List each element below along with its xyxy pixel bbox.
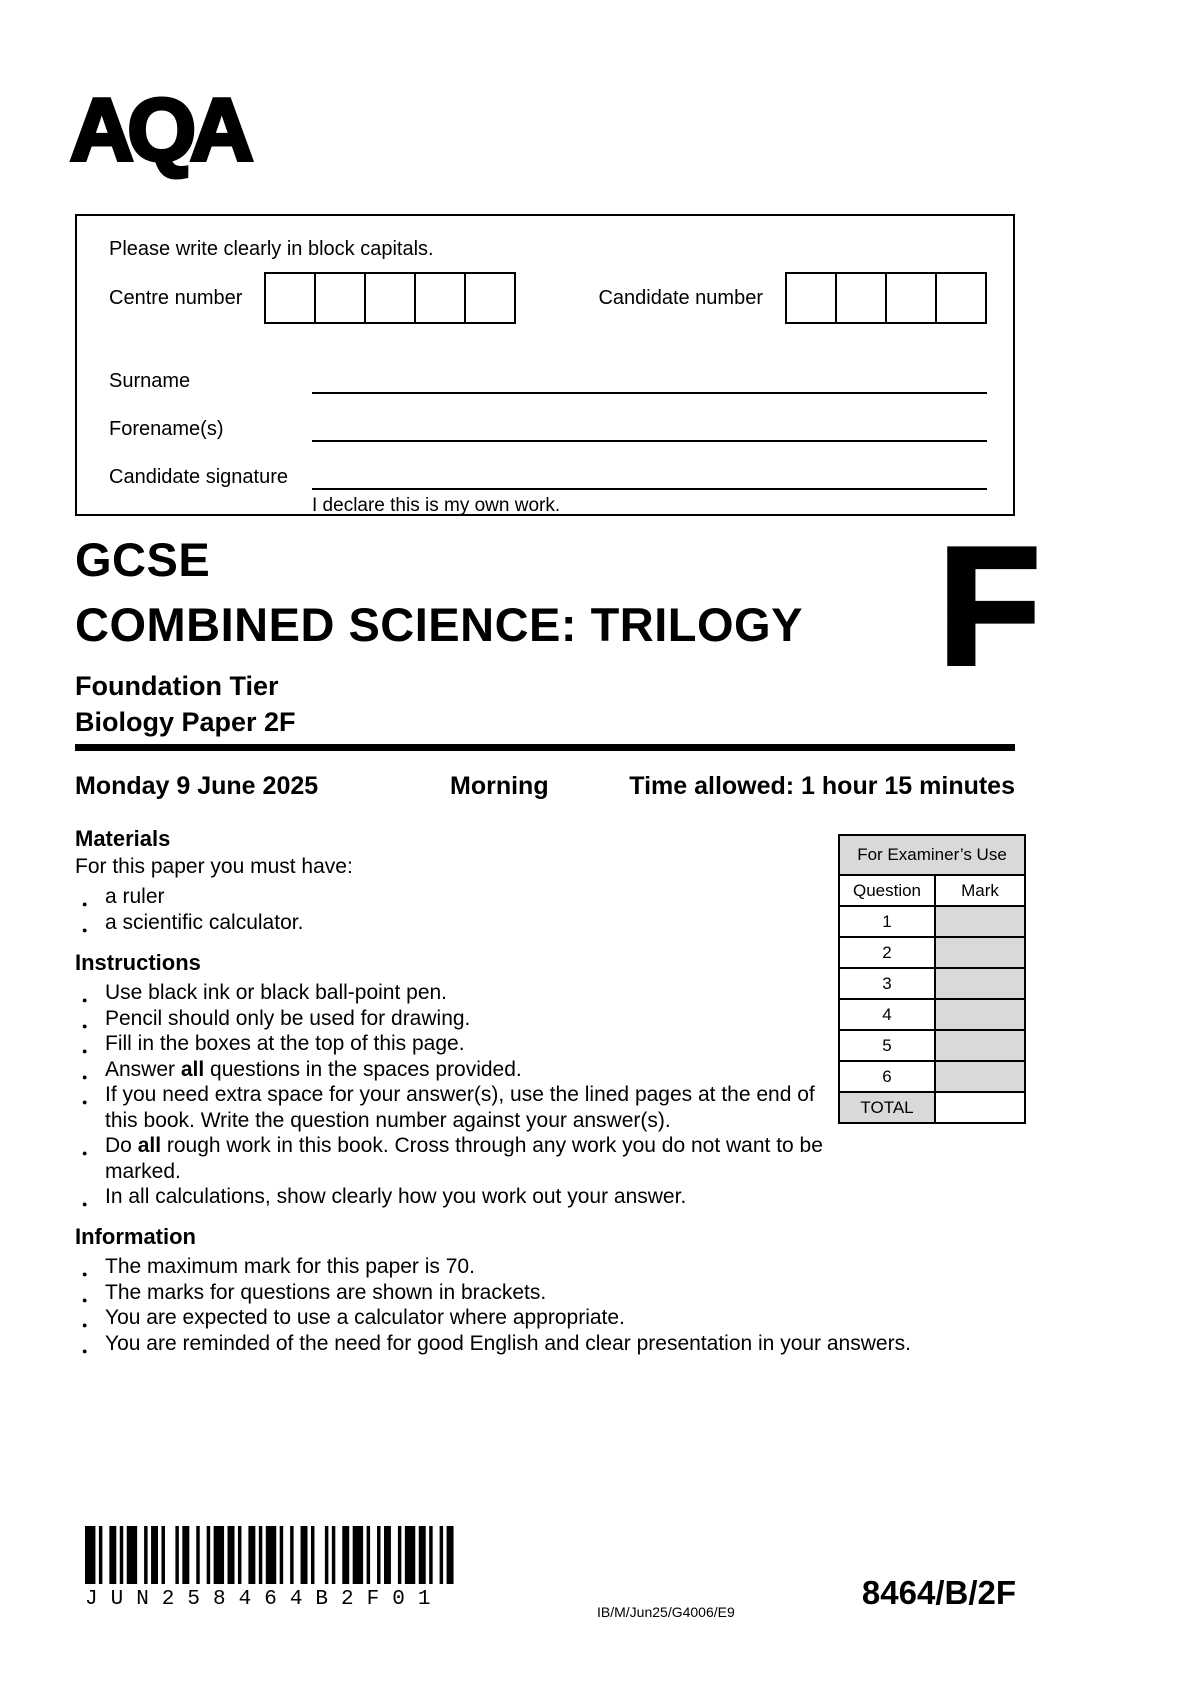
instructions-list [75,980,823,1210]
question-number-cell: 1 [839,906,935,937]
mark-cell [935,968,1025,999]
bullet-item: ● In all calculations, show clearly how you work out your answer. [75,1184,823,1210]
candidate-number-boxes [785,272,987,324]
publication-reference: IB/M/Jun25/G4006/E9 [597,1604,735,1620]
examiner-row [839,937,1025,968]
information-heading: Information [75,1224,196,1249]
bullet-item: ● If you need extra space for your answer(s), use the lined pages at the end of this book. Write the question number against your answer(s). [75,1082,823,1133]
examiner-row [839,1061,1025,1092]
materials-list [75,884,635,935]
tier-name: Foundation Tier [75,671,279,701]
question-number-cell: 5 [839,1030,935,1061]
bullet-item: ● a scientific calculator. [75,910,635,936]
bullet-item: ● The maximum mark for this paper is 70. [75,1254,987,1280]
question-number-cell: 4 [839,999,935,1030]
block-capitals-instruction: Please write clearly in block capitals. [109,238,434,260]
centre-number-box[interactable] [314,272,366,324]
examiner-header-row [839,875,1025,906]
examiner-use-table [838,834,1026,1124]
barcode-bars [85,1526,457,1584]
barcode-text: JUN258464B2F01 [85,1588,444,1611]
instructions-heading: Instructions [75,950,201,975]
bullet-item: ● Pencil should only be used for drawing. [75,1006,823,1032]
candidate-number-label: Candidate number [598,286,763,309]
bullet-item: ● Do all rough work in this book. Cross through any work you do not want to be marked. [75,1133,823,1184]
mark-cell [935,1061,1025,1092]
mark-cell [935,937,1025,968]
aqa-logo: AQA [70,80,248,179]
bullet-item: ● The marks for questions are shown in brackets. [75,1280,987,1306]
question-number-cell: 6 [839,1061,935,1092]
signature-write-line[interactable] [312,462,987,490]
session-row [75,772,1015,806]
examiner-row [839,968,1025,999]
centre-number-box[interactable] [364,272,416,324]
mark-cell [935,1030,1025,1061]
tier-letter: F [938,512,1041,700]
information-list [75,1254,987,1356]
candidate-number-box[interactable] [885,272,937,324]
examiner-row [839,999,1025,1030]
question-number-cell: 3 [839,968,935,999]
information-section [75,1224,987,1356]
materials-section [75,826,635,935]
declaration-text: I declare this is my own work. [312,495,561,516]
surname-write-line[interactable] [312,366,987,394]
surname-field-row [109,366,987,394]
total-label: TOTAL [839,1092,935,1123]
examiner-row [839,906,1025,937]
centre-number-box[interactable] [414,272,466,324]
subject-title: COMBINED SCIENCE: TRILOGY [75,598,803,651]
mark-cell [935,906,1025,937]
candidate-number-box[interactable] [785,272,837,324]
bullet-item: ● Fill in the boxes at the top of this page. [75,1031,823,1057]
candidate-number-box[interactable] [835,272,887,324]
paper-name: Biology Paper 2F [75,707,296,737]
materials-heading: Materials [75,826,171,851]
total-mark-cell [935,1092,1025,1123]
surname-label: Surname [109,370,191,392]
signature-label: Candidate signature [109,466,289,488]
bullet-item: ● You are reminded of the need for good English and clear presentation in your answers. [75,1331,987,1357]
barcode [85,1526,461,1611]
candidate-number-box[interactable] [935,272,987,324]
bullet-item: ● Answer all questions in the spaces provided. [75,1057,823,1083]
centre-number-box[interactable] [264,272,316,324]
centre-number-boxes [264,272,516,324]
qualification-title: GCSE [75,533,211,586]
forenames-label: Forename(s) [109,418,224,440]
materials-intro: For this paper you must have: [75,855,353,878]
mark-cell [935,999,1025,1030]
divider-rule [75,744,1015,751]
signature-field-row [109,462,987,490]
examiner-table-title: For Examiner’s Use [838,834,1026,876]
examiner-total-row [839,1092,1025,1123]
time-allowed: Time allowed: 1 hour 15 minutes [629,772,1015,800]
question-number-cell: 2 [839,937,935,968]
examiner-row [839,1030,1025,1061]
question-column-header: Question [839,875,935,906]
forenames-write-line[interactable] [312,414,987,442]
number-entry-row [109,272,987,324]
forenames-field-row [109,414,987,442]
instructions-section [75,950,823,1210]
bullet-item: ● a ruler [75,884,635,910]
centre-number-label: Centre number [109,286,243,309]
paper-code: 8464/B/2F [861,1574,1016,1611]
mark-column-header: Mark [935,875,1025,906]
exam-time-of-day: Morning [450,772,549,800]
bullet-item: ● You are expected to use a calculator where appropriate. [75,1305,987,1331]
candidate-details-box [75,214,1015,516]
centre-number-box[interactable] [464,272,516,324]
bullet-item: ● Use black ink or black ball-point pen. [75,980,823,1006]
exam-date: Monday 9 June 2025 [75,772,319,800]
